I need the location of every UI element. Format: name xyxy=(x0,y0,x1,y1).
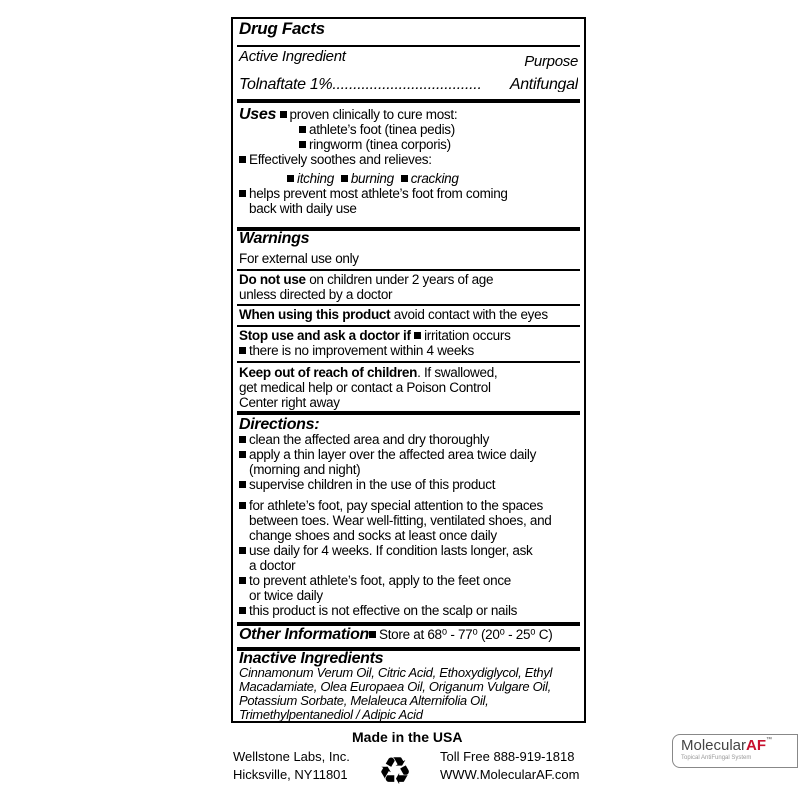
purpose: Antifungal xyxy=(509,77,578,92)
direction-item: supervise children in the use of this product xyxy=(239,477,578,492)
made-in-usa: Made in the USA xyxy=(352,729,463,745)
ingredient: Tolnaftate 1%.................................... xyxy=(239,77,482,92)
inactive-ingredients: Inactive Ingredients Cinnamonum Verum Oil, Citric Acid, Ethoxydiglycol, Ethyl Macadamiate, Olea Europaea Oil, Origanum Vulgare Oil, Potassium Sorbate, Melaleuca Alternifolia Oil, Trimethylpentanediol / Adipic Acid xyxy=(239,650,553,722)
drug-facts-panel xyxy=(231,17,586,723)
title: Drug Facts xyxy=(239,19,325,38)
directions-section: Directions: clean the affected area and dry thoroughly apply a thin layer over the affected area twice daily (morning and night) supervise children in the use of this product for athlete’s foot, pay special attention to the spaces between toes. Wear well-fitting, ventilated shoes, and change shoes and socks at least once daily use daily for 4 weeks. If condition lasts longer, ask a doctor to prevent athlete’s foot, apply to the feet once or twice daily this product is not effective on the scalp or nails xyxy=(239,417,578,618)
purpose-header: Purpose xyxy=(524,53,578,70)
active-header-row xyxy=(239,49,578,69)
when-using: When using this product avoid contact with the eyes xyxy=(239,307,548,322)
stop-use: Stop use and ask a doctor if irritation occurs there is no improvement within 4 weeks xyxy=(239,328,511,358)
contact: Toll Free 888-919-1818 WWW.MolecularAF.com xyxy=(440,749,580,782)
uses-section: Uses proven clinically to cure most: athlete’s foot (tinea pedis) ringworm (tinea corporis) Effectively soothes and relieves: itching burning cracking helps prevent most athlete’s foot from coming back with daily use xyxy=(239,106,508,216)
direction-item: apply a thin layer over the affected area twice daily (morning and night) xyxy=(239,447,578,477)
recycle-icon: ♻ xyxy=(378,751,413,793)
do-not-use: Do not use on children under 2 years of age unless directed by a doctor xyxy=(239,272,494,302)
company: Wellstone Labs, Inc. Hicksville, NY11801 xyxy=(233,749,350,782)
direction-item: this product is not effective on the scalp or nails xyxy=(239,603,578,618)
direction-item: clean the affected area and dry thoroughly xyxy=(239,432,578,447)
other-information: Other Information Store at 68⁰ - 77⁰ (20⁰ - 25⁰ C) xyxy=(239,626,553,643)
direction-item: use daily for 4 weeks. If condition lasts longer, ask a doctor xyxy=(239,543,578,573)
warnings-header: Warnings xyxy=(239,230,310,247)
external-use: For external use only xyxy=(239,251,359,266)
brand-logo: MolecularAF™ Topical AntiFungal System xyxy=(672,734,798,768)
direction-item: to prevent athlete’s foot, apply to the feet once or twice daily xyxy=(239,573,578,603)
keep-out: Keep out of reach of children. If swallowed, get medical help or contact a Poison Control Center right away xyxy=(239,365,498,410)
active-ingredient-row xyxy=(239,77,578,92)
direction-item: for athlete’s foot, pay special attention to the spaces between toes. Wear well-fitting, ventilated shoes, and change shoes and socks at least once daily xyxy=(239,498,578,543)
active-header: Active Ingredient xyxy=(239,48,346,65)
